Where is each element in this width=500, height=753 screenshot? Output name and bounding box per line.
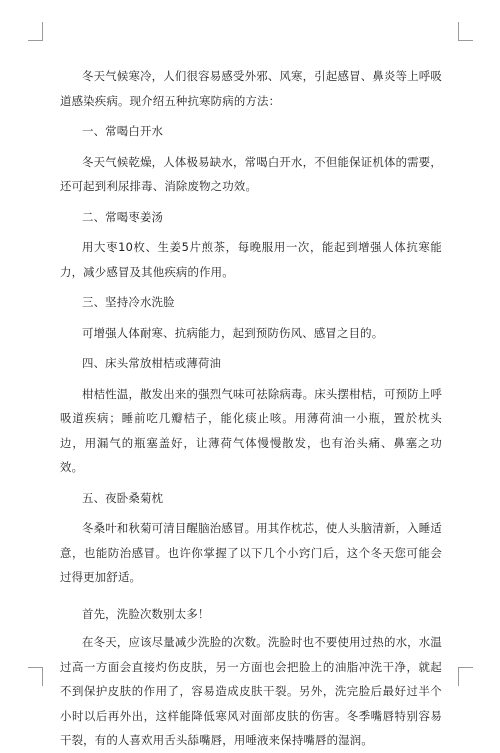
section-heading-2: 二、常喝枣姜汤 [82, 209, 164, 224]
section-heading-5: 五、夜卧桑菊枕 [82, 490, 164, 505]
page-corner-mark-bottom-left [28, 667, 43, 686]
tip-heading: 首先，洗脸次数别太多！ [82, 606, 210, 621]
section-3-paragraph: 可增强人体耐寒、抗病能力，起到预防伤风、感冒之目的。 [82, 325, 384, 340]
section-heading-3: 三、坚持冷水洗脸 [82, 295, 175, 309]
section-1-paragraph: 冬天气候乾燥，人体极易缺水，常喝白开水，不但能保证机体的需要，还可起到利尿排毒、消除废物之功效。 [60, 154, 442, 193]
intro-paragraph: 冬天气候寒冷，人们很容易感受外邪、风寒，引起感冒、鼻炎等上呼吸道感染疾病。现介绍五种抗寒防病的方法： [60, 69, 442, 108]
page-corner-mark-top-right [458, 22, 473, 41]
section-heading-4: 四、床头常放柑桔或薄荷油 [82, 356, 222, 370]
page-corner-mark-bottom-right [458, 667, 473, 686]
page-corner-mark-top-left [28, 22, 43, 41]
section-heading-1: 一、常喝白开水 [82, 124, 164, 138]
section-2-paragraph: 用大枣10枚、生姜5片煎茶，每晚服用一次，能起到增强人体抗寒能力，减少感冒及其他疾病的作用。 [60, 240, 442, 279]
section-4-paragraph: 柑桔性温，散发出来的强烈气味可祛除病毒。床头摆柑桔，可预防上呼吸道疾病；睡前吃几瓣桔子，能化痰止咳。用薄荷油一小瓶，置於枕头边，用漏气的瓶塞盖好，让薄荷气体慢慢散发，也有治头痛、鼻塞之功效。 [60, 386, 442, 474]
document-body [60, 64, 442, 753]
tip-paragraph: 在冬天，应该尽量减少洗脸的次数。洗脸时也不要使用过热的水，水温过高一方面会直接灼伤皮肤，另一方面也会把脸上的油脂冲洗干净，就起不到保护皮肤的作用了，容易造成皮肤干裂。另外，洗完脸后最好过半个小时以后再外出，这样能降低寒风对面部皮肤的伤害。冬季嘴唇特别容易干裂，有的人喜欢用舌头舔嘴唇，用唾液来保持嘴唇的湿润。 [60, 635, 442, 747]
section-5-paragraph: 冬桑叶和秋菊可清目醒脑治感冒。用其作枕芯，使人头脑清新，入睡适意，也能防治感冒。也许你掌握了以下几个小窍门后，这个冬天您可能会过得更加舒适。 [60, 521, 442, 584]
